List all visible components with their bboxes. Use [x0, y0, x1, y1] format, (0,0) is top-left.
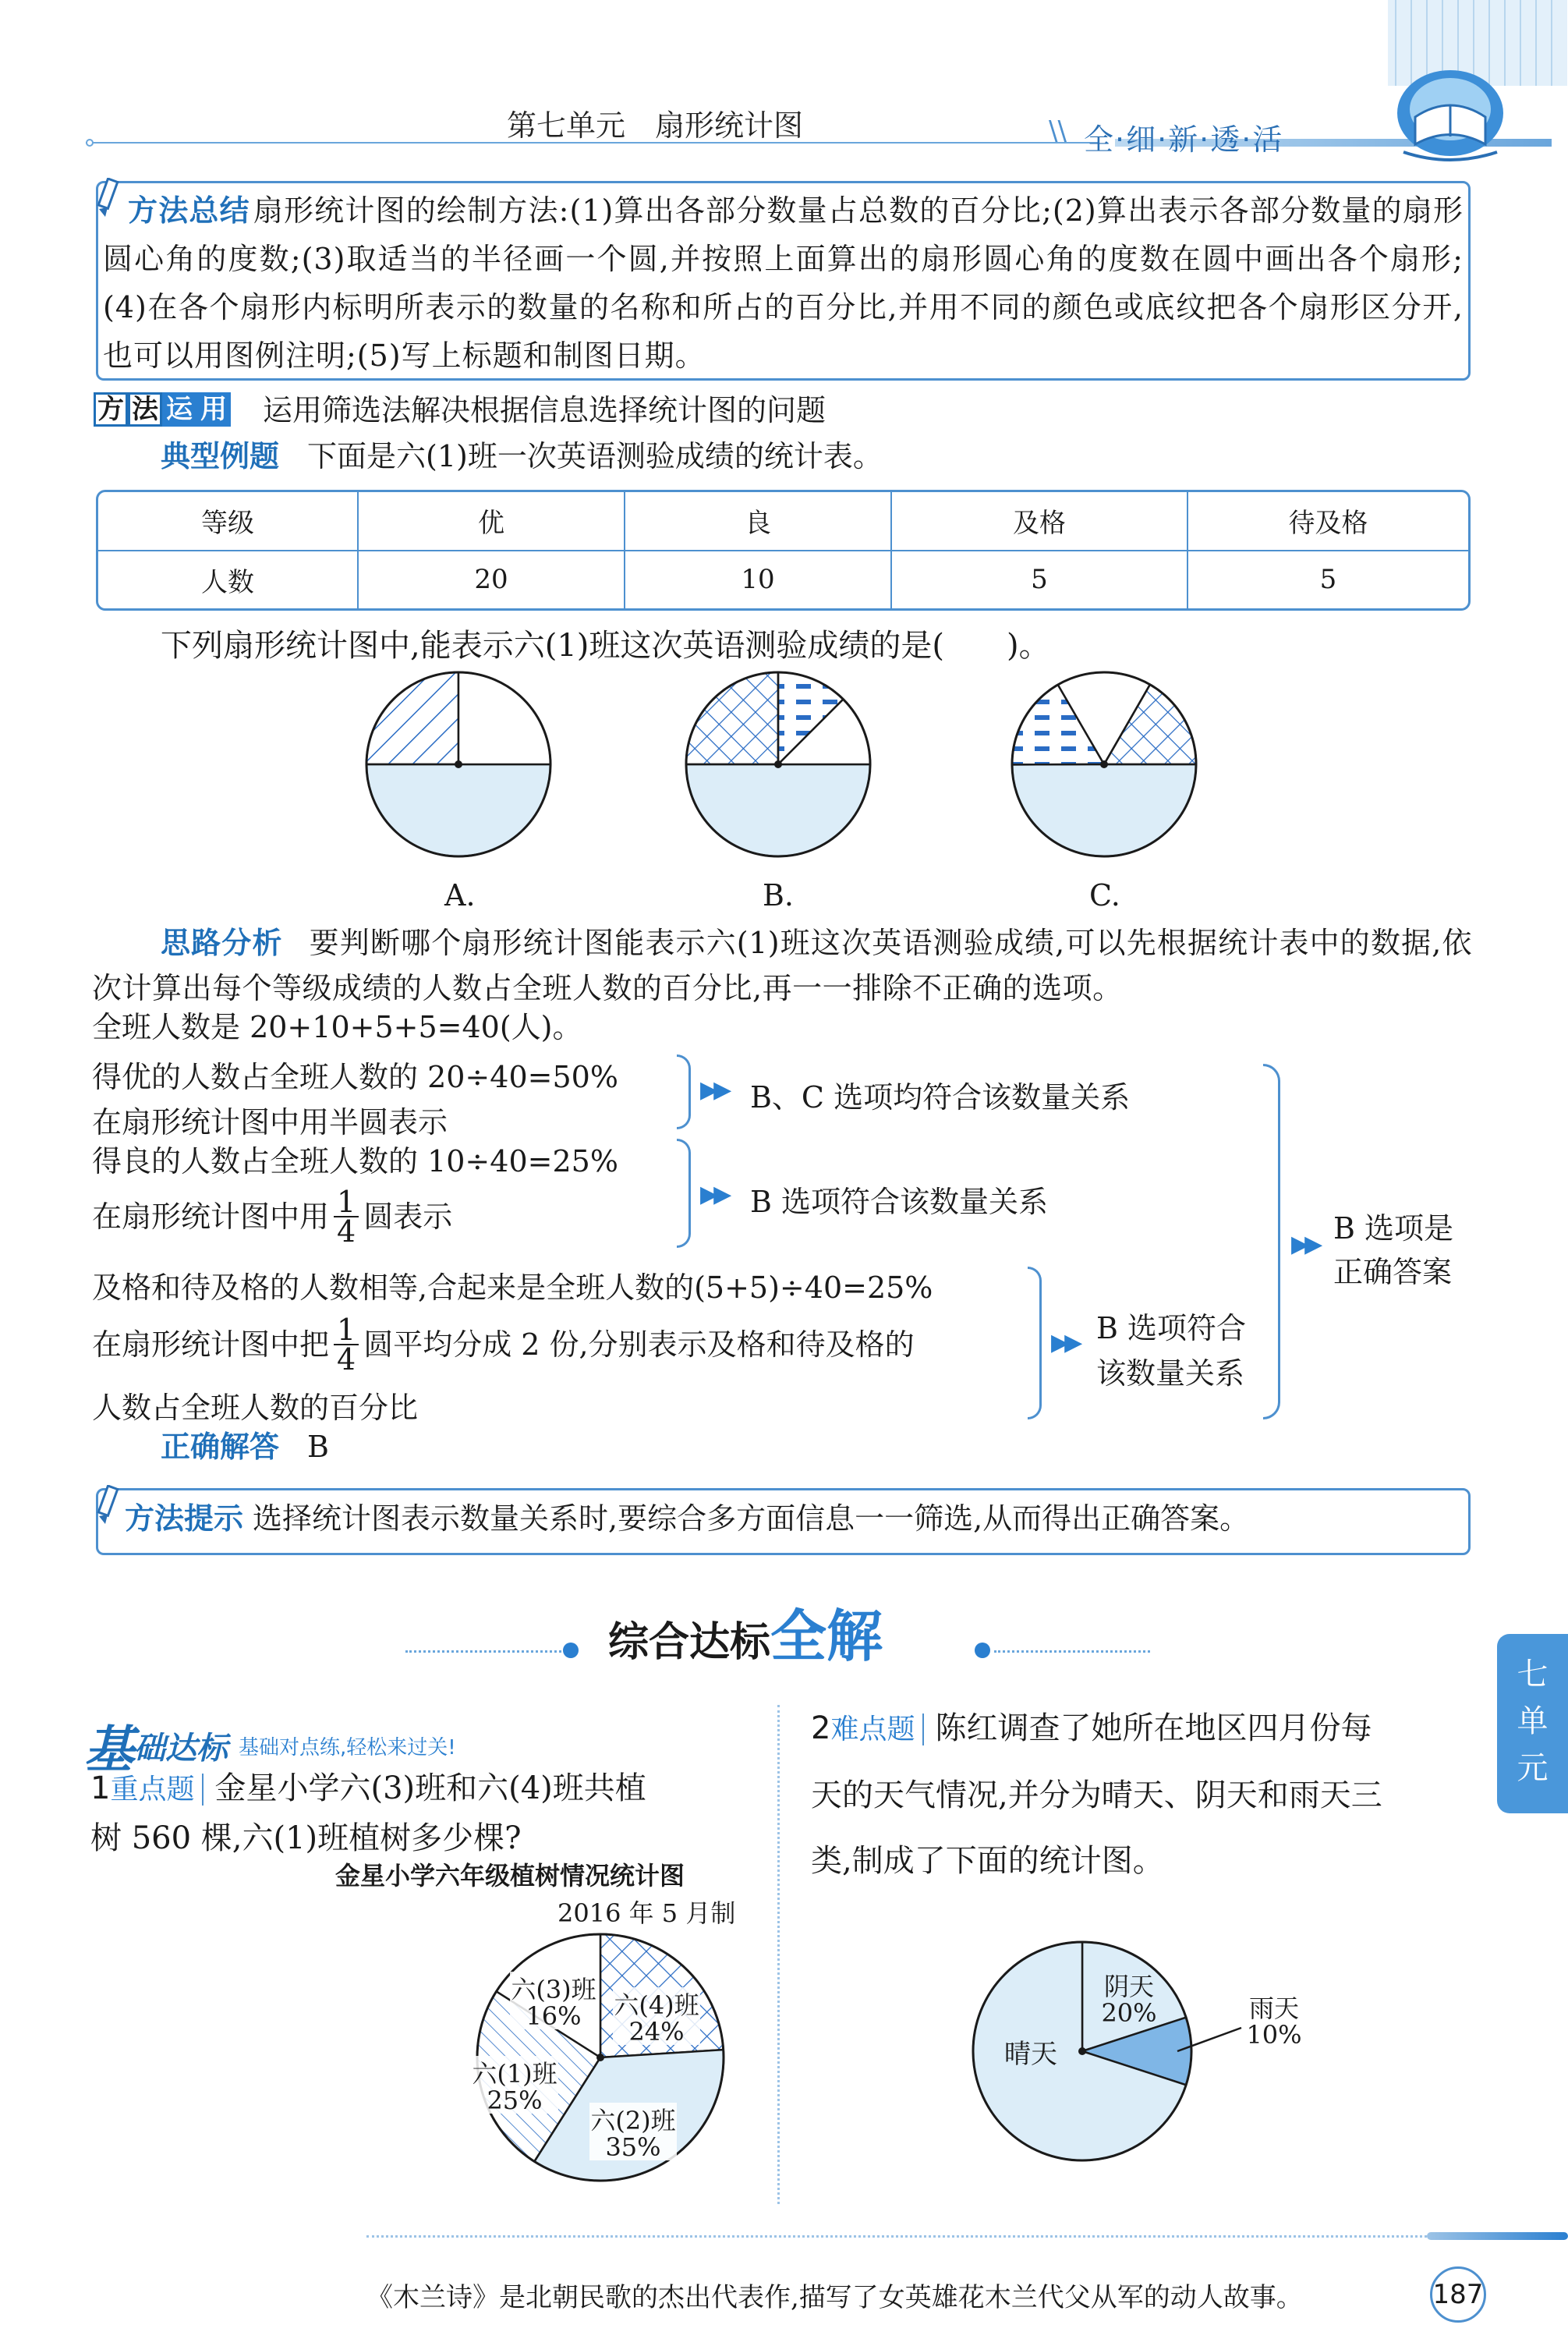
example-label: 典型例题 — [161, 439, 280, 473]
pie-q2-pct-yin: 20% — [1101, 1998, 1157, 2028]
g2-result: B 选项符合该数量关系 — [750, 1185, 1049, 1219]
frac-num: 1 — [334, 1316, 359, 1345]
pie-option-b — [686, 672, 870, 856]
g2-line2-post: 圆表示 — [363, 1200, 453, 1234]
outer-brace — [1263, 1064, 1280, 1419]
table-cell: 5 — [1319, 564, 1337, 596]
example-question: 下列扇形统计图中,能表示六(1)班这次英语测验成绩的是( )。 — [161, 628, 1050, 664]
pie-a-slice-daijige — [458, 672, 550, 764]
pie-q1-percent: 24% — [628, 2017, 685, 2047]
g2-line2 — [92, 1185, 452, 1248]
g3-line3: 人数占全班人数的百分比 — [92, 1391, 419, 1425]
example-intro: 下面是六(1)班一次英语测验成绩的统计表。 — [307, 439, 883, 473]
method-summary-text — [103, 186, 1464, 380]
answer-line — [161, 1427, 329, 1466]
g2-line1: 得良的人数占全班人数的 10÷40=25% — [92, 1144, 618, 1178]
pie-q2-pct-yu: 10% — [1246, 2020, 1302, 2050]
g1-brace — [677, 1054, 691, 1129]
answer-label: 正确解答 — [161, 1430, 280, 1464]
section-title-b: 全解 — [770, 1604, 883, 1669]
pie-b-slice-liang — [686, 672, 778, 764]
section-rule-left — [405, 1650, 561, 1653]
basic-subtitle: 基础对点练,轻松来过关! — [239, 1735, 456, 1760]
footer-rule-accent — [1427, 2232, 1568, 2240]
basic-badge-rest: 础达标 — [134, 1730, 228, 1767]
g3-line1: 及格和待及格的人数相等,合起来是全班人数的(5+5)÷40=25% — [92, 1271, 933, 1305]
frac-den: 4 — [337, 1214, 356, 1249]
header-bar — [86, 139, 1559, 147]
arrow-icon: ▶▶ — [1051, 1329, 1078, 1356]
side-tab-char: 七 — [1517, 1657, 1549, 1692]
pie-center — [455, 760, 462, 768]
frac-num: 1 — [334, 1188, 359, 1217]
arrow-icon: ▶▶ — [700, 1181, 727, 1208]
q2-tag: 难点题 — [830, 1713, 924, 1745]
example-line — [161, 437, 883, 476]
analysis-label: 思路分析 — [161, 926, 283, 960]
fraction-quarter — [334, 1185, 359, 1249]
table-cell: 20 — [359, 551, 625, 608]
table-cell: 5 — [892, 551, 1188, 608]
method-tip-label: 方法提示 — [125, 1501, 244, 1536]
g3-brace — [1028, 1267, 1042, 1419]
q2-line1 — [811, 1705, 1372, 1753]
pie-center — [774, 760, 782, 768]
q1-pie-chart — [452, 1926, 749, 2184]
pie-a-slice-you — [366, 764, 550, 856]
pencil-icon — [92, 1485, 125, 1529]
g3-result-2: 该数量关系 — [1096, 1356, 1245, 1391]
badge-char-4: 用 — [196, 392, 231, 427]
option-b-label: B. — [763, 878, 795, 913]
pie-center — [1078, 2047, 1086, 2055]
pie-q1-category: 六(4)班 — [614, 1990, 699, 2020]
q1-chart-title: 金星小学六年级植树情况统计图 — [335, 1861, 685, 1891]
q2-line1-text: 陈红调查了她所在地区四月份每 — [935, 1710, 1372, 1746]
section-rule-right — [994, 1650, 1150, 1653]
method-use-title: 运用筛选法解决根据信息选择统计图的问题 — [263, 393, 826, 427]
table-header-cell: 及格 — [892, 492, 1188, 551]
pie-b-slice-you — [686, 764, 870, 856]
pie-q1-category: 六(1)班 — [472, 2059, 557, 2089]
badge-char-3: 运 — [162, 392, 196, 427]
side-tab-char: 元 — [1517, 1750, 1549, 1786]
answer-value: B — [307, 1430, 329, 1464]
arrow-icon: ▶▶ — [700, 1076, 727, 1104]
footer-rule — [366, 2235, 1427, 2238]
page-number: 187 — [1430, 2266, 1486, 2323]
final-1: B 选项是 — [1333, 1211, 1454, 1246]
g3-result-1: B 选项符合 — [1096, 1311, 1247, 1345]
pie-q1-category: 六(3)班 — [511, 1975, 596, 2004]
g3-line2-post: 圆平均分成 2 份,分别表示及格和待及格的 — [363, 1327, 915, 1362]
final-2: 正确答案 — [1333, 1255, 1453, 1289]
book-logo-icon — [1388, 0, 1567, 187]
q1-chart-date: 2016 年 5 月制 — [557, 1898, 736, 1928]
pie-c-slice-you — [1012, 764, 1196, 856]
table-header-cell: 优 — [359, 492, 625, 551]
q1-line2: 树 560 棵,六(1)班植树多少棵? — [90, 1820, 522, 1856]
pie-q1-category: 六(2)班 — [590, 2106, 676, 2135]
q2-pie-chart — [951, 1934, 1310, 2168]
frac-den: 4 — [337, 1342, 356, 1377]
column-divider — [777, 1705, 780, 2204]
footer-note: 《木兰诗》是北朝民歌的杰出代表作,描写了女英雄花木兰代父从军的动人故事。 — [366, 2282, 1303, 2313]
fraction-quarter — [334, 1313, 359, 1377]
badge-char-1: 方 — [94, 392, 128, 427]
g2-brace — [677, 1139, 691, 1248]
method-use-badge — [94, 392, 231, 427]
analysis-intro-text: 要判断哪个扇形统计图能表示六(1)班这次英语测验成绩,可以先根据统计表中的数据,依次计算出每个等级成绩的人数占全班人数的百分比,再一一排除不正确的选项。 — [92, 926, 1472, 1005]
pie-center — [596, 2054, 604, 2061]
g1-result: B、C 选项均符合该数量关系 — [750, 1080, 1131, 1115]
method-summary-label: 方法总结 — [128, 193, 250, 228]
table-header-cell: 良 — [625, 492, 892, 551]
table-cell: 10 — [625, 551, 892, 608]
side-tab-char: 单 — [1517, 1703, 1549, 1739]
side-tab — [1497, 1634, 1568, 1813]
method-summary-body: 扇形统计图的绘制方法:(1)算出各部分数量占总数的百分比;(2)算出表示各部分数量的扇形圆心角的度数;(3)取适当的半径画一个圆,并按照上面算出的扇形圆心角的度数在圆中画出各个扇形;(4)在各个扇形内标明所表示的数量的名称和所占的百分比,并用不同的颜色或底纹把各个扇形区分开,也可以用图例注明;(5)写上标题和制图日期。 — [103, 193, 1464, 373]
q1-line1 — [90, 1766, 646, 1813]
q1-line1-text: 金星小学六(3)班和六(4)班共植 — [214, 1770, 646, 1806]
score-table — [96, 490, 1471, 611]
pie-q1-percent: 16% — [526, 2001, 582, 2031]
g3-line2-pre: 在扇形统计图中把 — [92, 1327, 330, 1362]
pie-q2-label-yin: 阴天 — [1103, 1972, 1155, 2001]
q1-tag: 重点题 — [110, 1774, 204, 1806]
pie-q1-percent: 35% — [605, 2132, 661, 2162]
g1-line2: 在扇形统计图中用半圆表示 — [92, 1105, 448, 1139]
q2-num: 2 — [811, 1710, 831, 1746]
pie-a-slice-jige — [366, 672, 458, 764]
slogan-slashes: \\ — [1049, 115, 1067, 147]
table-header-cell: 待及格 — [1188, 492, 1468, 551]
section-title — [608, 1591, 883, 1672]
slogan: 全·细·新·透·活 — [1084, 122, 1284, 157]
method-tip-line — [125, 1494, 1249, 1543]
g1-line1: 得优的人数占全班人数的 20÷40=50% — [92, 1060, 618, 1094]
pie-q2-label-yu: 雨天 — [1248, 1993, 1300, 2023]
unit-title: 第七单元 扇形统计图 — [507, 108, 804, 143]
pie-q2-label-qing: 晴天 — [1004, 2039, 1057, 2070]
q1-num: 1 — [90, 1770, 111, 1806]
pie-q1-percent: 25% — [487, 2086, 543, 2115]
g2-line2-pre: 在扇形统计图中用 — [92, 1200, 330, 1234]
g3-line2 — [92, 1313, 915, 1376]
badge-char-2: 法 — [128, 392, 162, 427]
q2-line2: 天的天气情况,并分为晴天、阴天和雨天三 — [811, 1777, 1382, 1813]
q2-line3: 类,制成了下面的统计图。 — [811, 1843, 1164, 1879]
table-header-cell: 等级 — [98, 492, 359, 551]
option-a-label: A. — [444, 878, 476, 913]
section-dot — [975, 1643, 990, 1658]
section-dot — [563, 1643, 579, 1658]
analysis-intro — [92, 920, 1472, 1011]
option-c-label: C. — [1089, 878, 1120, 913]
pie-center — [1100, 760, 1108, 768]
method-tip-text: 选择统计图表示数量关系时,要综合多方面信息一一筛选,从而得出正确答案。 — [253, 1501, 1250, 1536]
pie-option-a — [366, 672, 550, 856]
table-cell: 人数 — [98, 551, 359, 608]
analysis-total: 全班人数是 20+10+5+5=40(人)。 — [92, 1010, 582, 1044]
section-title-a: 综合达标 — [608, 1619, 771, 1666]
arrow-icon: ▶▶ — [1291, 1231, 1318, 1258]
basic-badge-big: 基 — [84, 1721, 134, 1779]
pie-option-c — [1012, 672, 1196, 856]
